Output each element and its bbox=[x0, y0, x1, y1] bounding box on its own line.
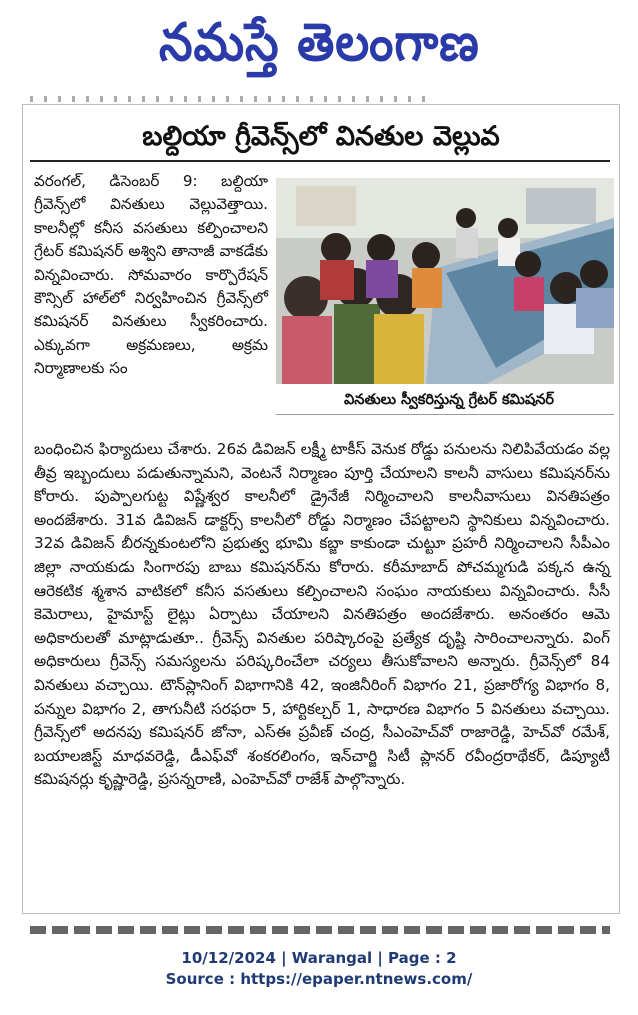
photo-caption: వినతులు స్వీకరిస్తున్న గ్రేటర్ కమిషనర్ bbox=[343, 392, 554, 408]
headline-divider bbox=[30, 160, 610, 162]
source-footer bbox=[0, 948, 638, 990]
edition-info: 10/12/2024 | Warangal | Page : 2 bbox=[181, 949, 457, 967]
article-photo bbox=[276, 178, 614, 384]
article-headline: బల్దియా గ్రీవెన్స్‌లో వినతుల వెల్లువ bbox=[142, 121, 500, 152]
newspaper-title: నమస్తే తెలంగాణ bbox=[158, 12, 480, 73]
article-body bbox=[34, 438, 610, 792]
grievance-meeting-photo bbox=[276, 178, 614, 384]
caption-divider bbox=[276, 414, 614, 415]
source-url: Source : https://epaper.ntnews.com/ bbox=[165, 970, 473, 988]
article-body-text: బంధించిన ఫిర్యాదులు చేశారు. 26వ డివిజన్ లక్ష్మీ టాకీస్ వెనుక రోడ్డు పనులను నిలిపివేయడం వల్ల తీవ్ర ఇబ్బందులు పడుతున్నామని, వెంటనే నిర్మాణం పూర్తి చేయాలని కాలనీ వాసులు కమిషనర్‌ను కోరారు. పుప్పాలగుట్ట విష్ణేశ్వర కాలనీలో డ్రైనేజీ నిర్మించాలని కాలనీవాసులు వినతిపత్రం అందజేశారు. 31వ డివిజన్ డాక్టర్స్ కాలనీలో రోడ్డు నిర్మాణం చేపట్టాలని స్థానికులు విన్నవించారు. 32వ డివిజన్ బీరన్నకుంటలోని ప్రభుత్వ భూమి కబ్జా కాకుండా చుట్టూ ప్రహరీ నిర్మించాలని సీపీఎం జిల్లా నాయకుడు సింగారపు బాబు కమిషనర్‌ను కోరారు. కరీమాబాద్ పోచమ్మగుడి పక్కన ఉన్న ఆరెకటిక శ్మశాన వాటికలో కనీస వసతులు కల్పించాలని సంఘం నాయకులు విన్నవించారు. సీసీ కెమెరాలు, హైమాస్ట్ లైట్లు ఏర్పాటు చేయాలని వినతిపత్రం అందజేశారు. అనంతరం ఆమె అధికారులతో మాట్లాడుతూ.. గ్రీవెన్స్ వినతుల పరిష్కారంపై ప్రత్యేక దృష్టి సారించాలన్నారు. వింగ్ అధికారులు గ్రీవెన్స్ సమస్యలను పరిష్కరించేలా చర్యలు తీసుకోవాలని అన్నారు. గ్రీవెన్స్‌లో 84 వినతులు వచ్చాయి. టౌన్‌ప్లానింగ్ విభాగానికి 42, ఇంజినీరింగ్ విభాగం 21, ప్రజారోగ్య విభాగం 8, పన్నుల విభాగం 2, తాగునీటి సరఫరా 5, హార్టికల్చర్ 1, సాధారణ విభాగం 5 వినతులు వచ్చాయి. గ్రీవెన్స్‌లో అదనపు కమిషనర్ జోనా, ఎస్‌ఈ ప్రవీణ్ చంద్ర, సీఎంహెచ్‌వో రాజారెడ్డి, హెచ్‌వో రమేశ్, బయాలజిస్ట్ మాధవరెడ్డి, డీఎఫ్‌వో శంకరలింగం, ఇన్‌చార్జి సిటీ ప్లానర్ రవీంద్రరాథేకర్, డిప్యూటీ కమిషనర్లు కృష్ణారెడ్డి, ప్రసన్నరాణి, ఎంహెచ్‌వో రాజేశ్ పాల్గొన్నారు. bbox=[34, 440, 610, 789]
clipping-edge-top bbox=[30, 96, 430, 102]
clipping-edge-bottom bbox=[30, 926, 610, 934]
article-lead-column bbox=[34, 170, 268, 381]
article-lead-text: వరంగల్, డిసెంబర్ 9: బల్దియా గ్రీవెన్స్‌లో వినతులు వెల్లువెత్తాయి. కాలనీల్లో కనీస వసతులు కల్పించాలని గ్రేటర్ కమిషనర్ అశ్విని తానాజీ వాకడేకు విన్నవించారు. సోమవారం కార్పొరేషన్ కౌన్సిల్ హాల్‌లో నిర్వహించిన గ్రీవెన్స్‌లో కమిషనర్ వినతులు స్వీకరించారు. ఎక్కువగా అక్రమణలు, అక్రమ నిర్మాణాలకు సం bbox=[34, 172, 268, 378]
masthead bbox=[0, 6, 638, 82]
